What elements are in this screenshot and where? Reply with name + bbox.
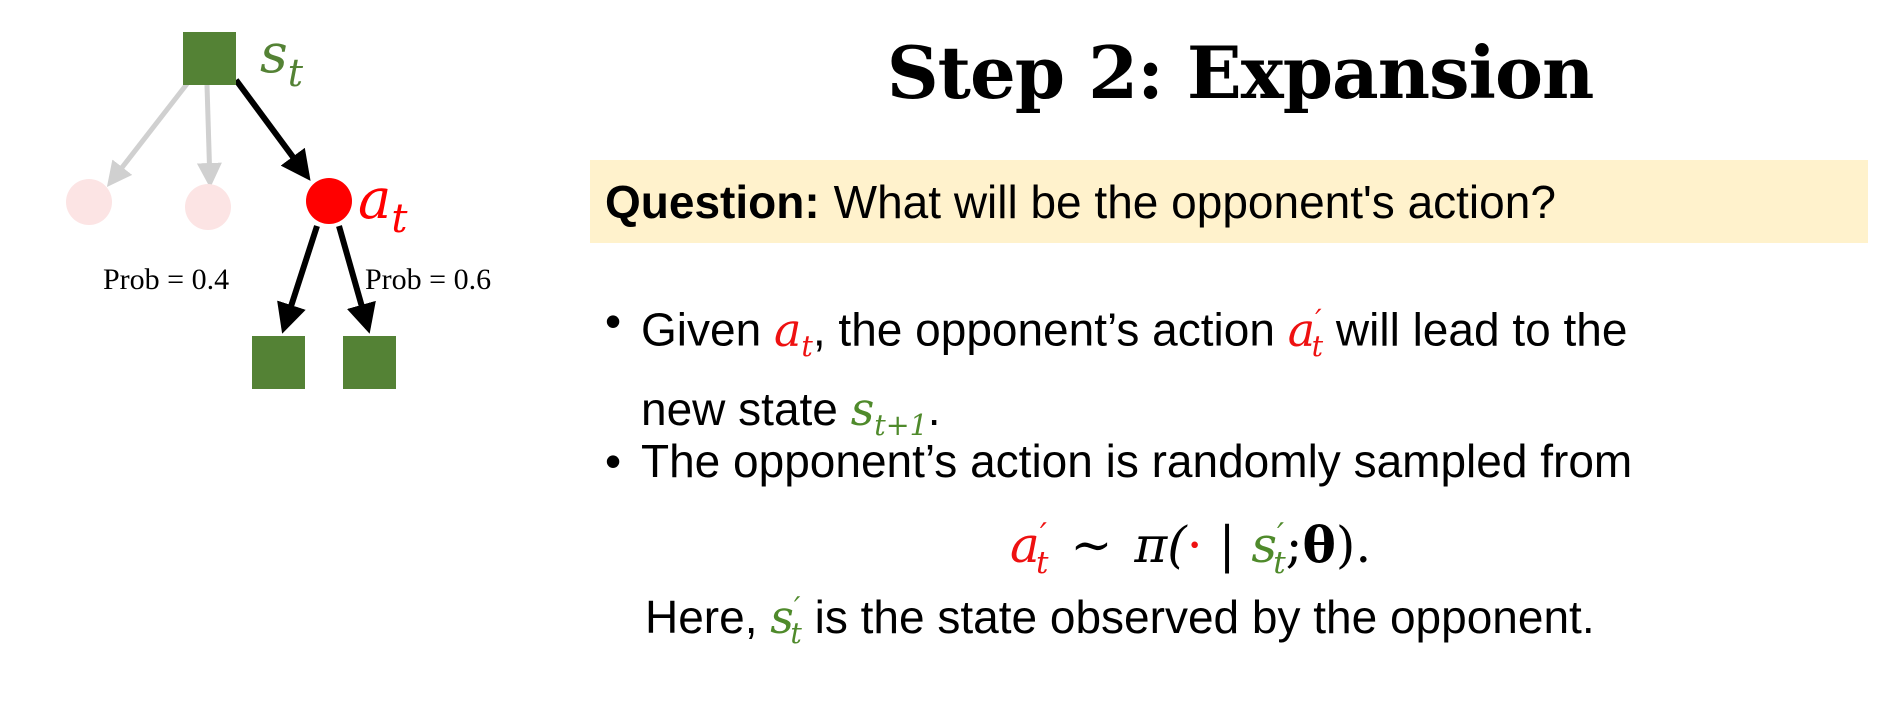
question-text: What will be the opponent's action? <box>833 175 1556 228</box>
bullet-text: The opponent’s action is randomly sampled from <box>641 435 1633 487</box>
formula-action: $a'_t$ <box>1010 516 1049 581</box>
question-label: Question: <box>605 175 820 228</box>
prob-right-label: Prob = 0.6 <box>365 263 492 296</box>
action-symbol: $a_t$ <box>773 302 813 363</box>
bullet-dot: • <box>605 435 622 487</box>
child-edge-left <box>284 226 317 328</box>
bullet-dot: • <box>605 295 622 347</box>
action-label: $a_t$ <box>358 167 408 242</box>
child-state-node-right <box>343 336 396 389</box>
next-state-symbol: $s_{t+1}$ <box>850 381 928 442</box>
opponent-action-symbol: $a'_t$ <box>1287 302 1324 363</box>
formula-state: $s'_t$ <box>1251 516 1286 581</box>
faded-action-node-left <box>66 179 112 225</box>
root-state-label: $s_t$ <box>260 22 303 95</box>
policy-formula: $a'_t$ ∼ π(· | $s'_t;\theta$). <box>1010 515 1372 581</box>
bullet-text-line1: Given $a_t$, the opponent’s action $a'_t$ will lead to the <box>641 302 1628 363</box>
faded-action-node-middle <box>185 184 231 230</box>
selected-action-node <box>306 178 352 224</box>
child-edge-right <box>339 226 368 328</box>
child-state-node-left <box>252 336 305 389</box>
tree-diagram <box>0 0 560 420</box>
note-observed-state: Here, $s'_t$ is the state observed by the opponent. <box>645 590 1595 650</box>
observed-state-symbol: $s'_t$ <box>770 590 802 650</box>
slide-title: Step 2: Expansion <box>886 30 1594 115</box>
bullet-text-line2: new state $s_{t+1}$. <box>641 381 941 442</box>
faded-edge-middle <box>207 85 210 183</box>
bullet-random-sampled <box>605 430 1632 492</box>
question-box <box>590 160 1868 243</box>
prob-left-label: Prob = 0.4 <box>103 263 230 296</box>
root-state-node <box>183 32 236 85</box>
faded-edge-left <box>110 80 190 183</box>
